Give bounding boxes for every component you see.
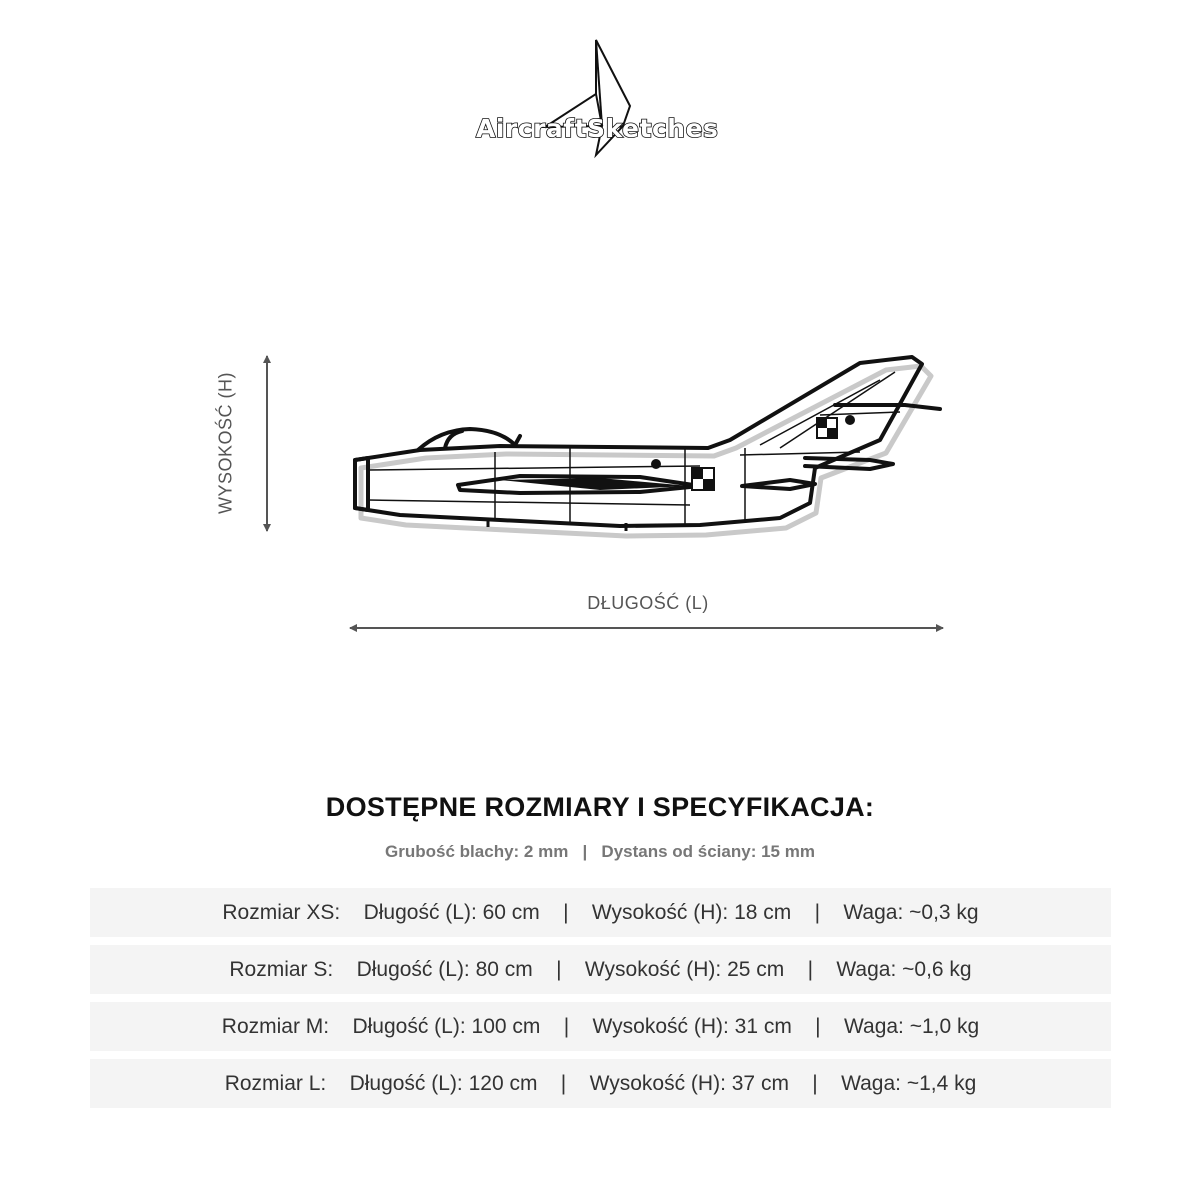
size-row-m: Rozmiar M: Długość (L): 100 cm | Wysokość (H): 31 cm | Waga: ~1,0 kg <box>90 1002 1111 1051</box>
size-table <box>90 888 1111 1116</box>
size-row-xs: Rozmiar XS: Długość (L): 60 cm | Wysokość (H): 18 cm | Waga: ~0,3 kg <box>90 888 1111 937</box>
size-row-s: Rozmiar S: Długość (L): 80 cm | Wysokość (H): 25 cm | Waga: ~0,6 kg <box>90 945 1111 994</box>
section-title: DOSTĘPNE ROZMIARY I SPECYFIKACJA: <box>325 792 875 822</box>
length-label: DŁUGOŚĆ (L) <box>587 593 709 613</box>
brand-name: AircraftSketches <box>476 114 719 143</box>
size-row-l: Rozmiar L: Długość (L): 120 cm | Wysokość (H): 37 cm | Waga: ~1,4 kg <box>90 1059 1111 1108</box>
material-specs: Grubość blachy: 2 mm | Dystans od ściany: 15 mm <box>385 842 815 861</box>
height-label: WYSOKOŚĆ (H) <box>215 371 236 515</box>
jet-fighter-silhouette-icon <box>355 357 940 536</box>
